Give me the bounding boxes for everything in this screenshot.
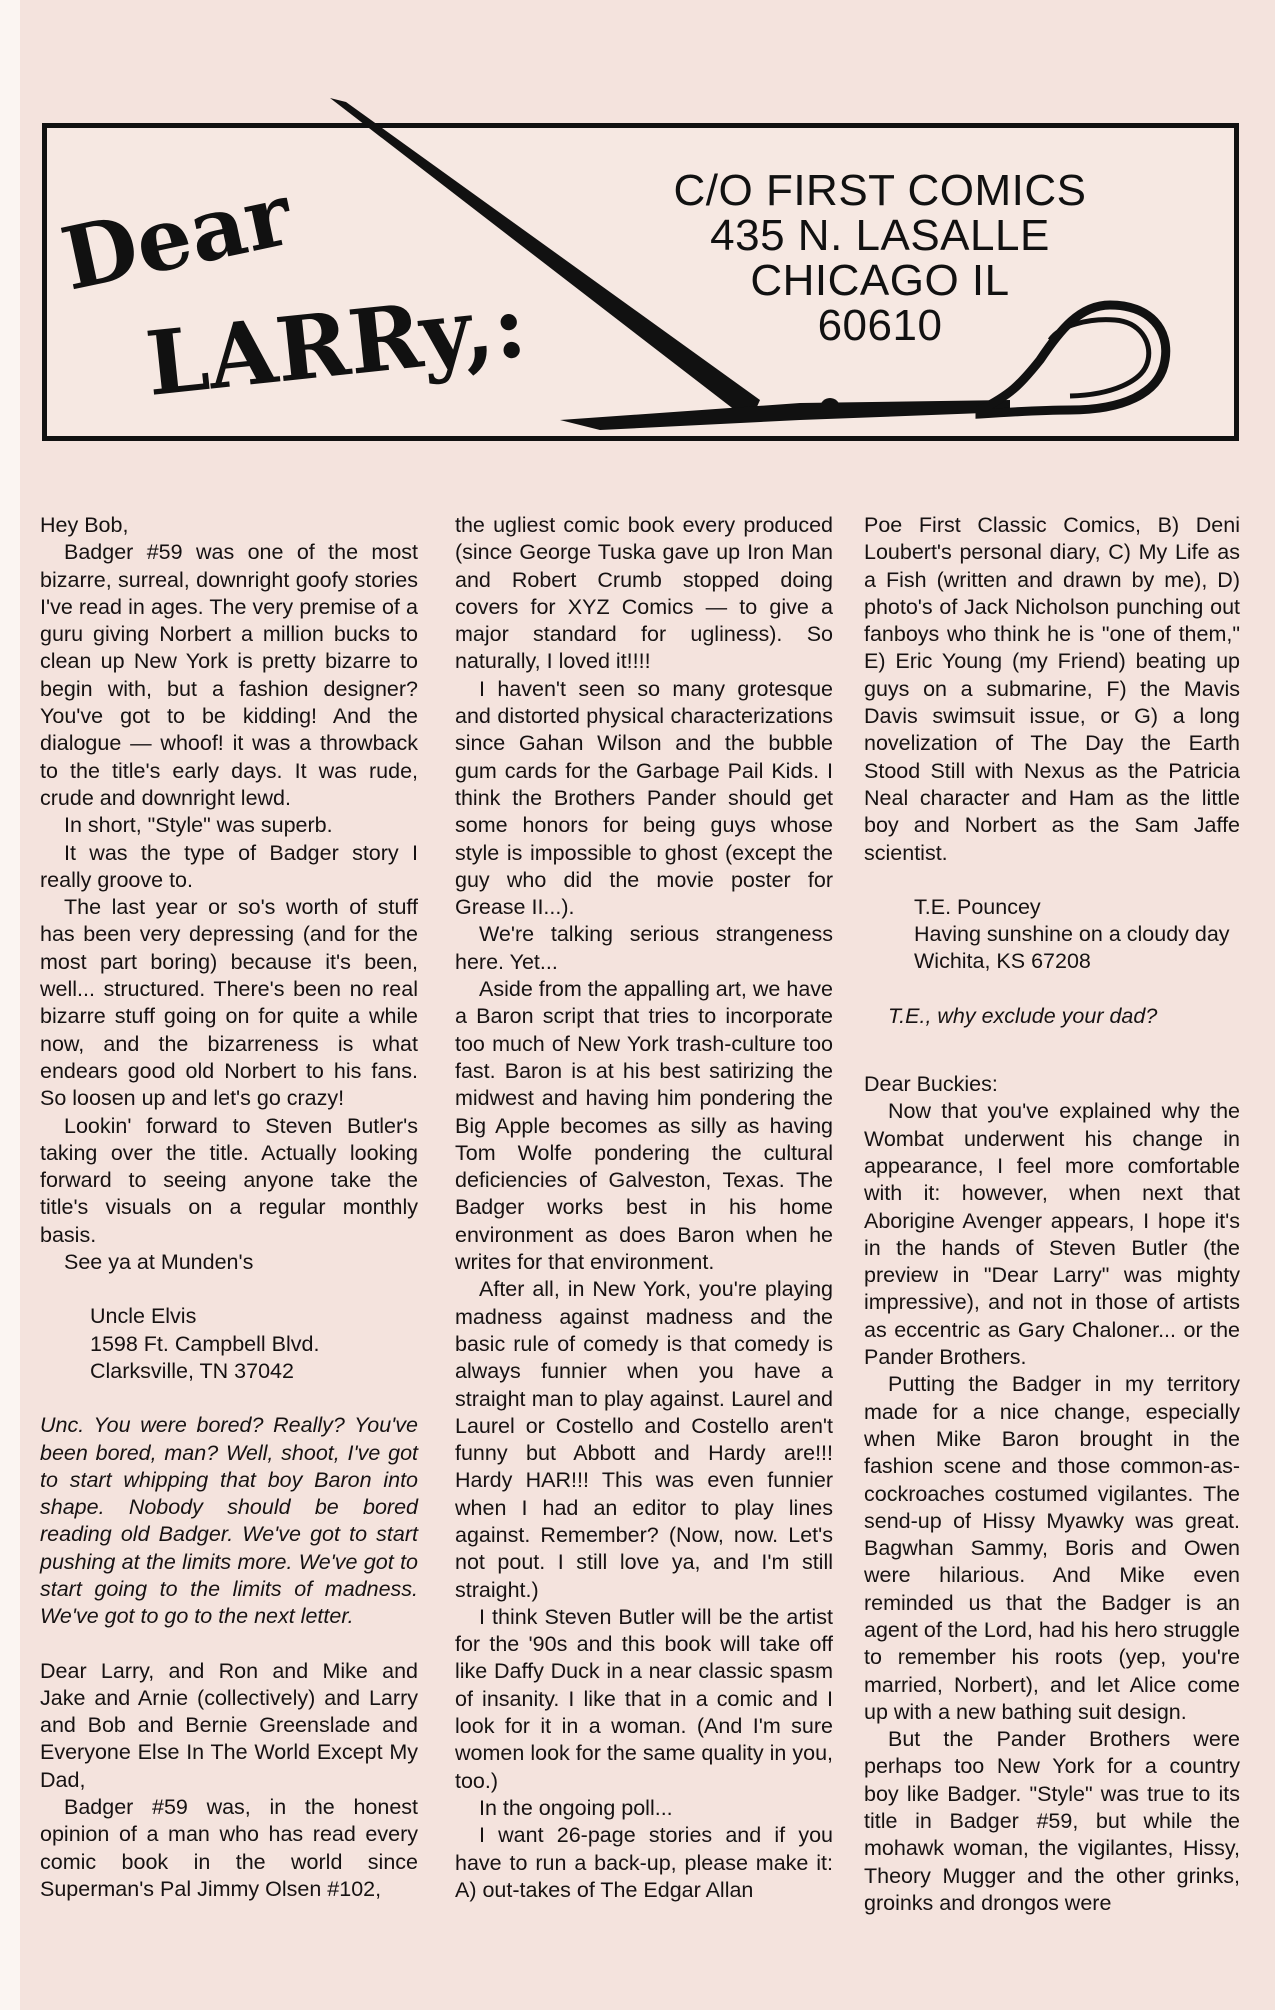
letter-paragraph: Lookin' forward to Steven Butler's taking over the title. Actually looking forward to seeing anyone take the title's visuals on a regular monthly basis.: [40, 1113, 418, 1247]
letter-paragraph: Aside from the appalling art, we have a Baron script that tries to incorporate too much of New York trash-culture too fast. Baron is at his best satirizing the midwest and having him pondering the Big Apple becomes as silly as having Tom Wolfe pondering the cultural deficiencies of Galveston, Texas. The Badger works best in his home environment as does Baron when he writes for that environment.: [455, 977, 833, 1275]
letter-paragraph: Poe First Classic Comics, B) Deni Loubert's personal diary, C) My Life as a Fish (written and drawn by me), D) photo's of Jack Nicholson punching out fanboys who think he is "one of them," E) Eric Young (my Friend) beating up guys on a submarine, F) the Mavis Davis swimsuit issue, or G) a long novelization of The Day the Earth Stood Still with Nexus as the Patricia Neal character and Ham as the little boy and Norbert as the Sam Jaffe scientist.: [864, 513, 1240, 865]
letter-paragraph: We're talking serious strangeness here. Yet...: [455, 922, 833, 974]
letter-paragraph: In the ongoing poll...: [479, 1795, 673, 1820]
editor-reply: T.E., why exclude your dad?: [888, 1003, 1158, 1028]
letter-paragraph: I haven't seen so many grotesque and distorted physical characterizations since Gahan Wilson and the bubble gum cards for the Garbage Pail Kids. I think the Brothers Pander should get some honors for being guys whose style is impossible to ghost (except the guy who did the movie poster for Grease II...).: [455, 676, 833, 920]
mailing-address: [610, 168, 1150, 348]
letter-paragraph: the ugliest comic book every produced (since George Tuska gave up Iron Man and Robert Crumb stopped doing covers for XYZ Comics — to give a major standard for ugliness). So naturally, I loved it!!!!: [455, 513, 833, 674]
letter-salutation: Dear Larry, and Ron and Mike and Jake and Arnie (collectively) and Larry and Bob and Bernie Greenslade and Everyone Else In The World Except My Dad,: [40, 1658, 418, 1792]
letter-paragraph: After all, in New York, you're playing madness against madness and the basic rule of comedy is that comedy is always funnier when you have a straight man to play against. Laurel and Laurel or Costello and Costello aren't funny but Abbott and Hardy are!!! Hardy HAR!!! This was even funnier when I had an editor to play lines against. Remember? (Now, now. Let's not pout. I still love ya, and I'm still straight.): [455, 1277, 833, 1602]
letter-paragraph: Badger #59 was, in the honest opinion of a man who has read every comic book in the world since Superman's Pal Jimmy Olsen #102,: [40, 1795, 418, 1901]
letters-column-2: [455, 512, 833, 1904]
title-dear: Dear: [53, 163, 300, 311]
signature-address: 1598 Ft. Campbell Blvd.: [90, 1331, 320, 1356]
letter-paragraph: I want 26-page stories and if you have to run a back-up, please make it: A) out-takes of The Edgar Allan: [455, 1823, 833, 1902]
letter-paragraph: It was the type of Badger story I really groove to.: [40, 840, 418, 892]
letter-salutation: Hey Bob,: [40, 513, 129, 537]
signature-name: Uncle Elvis: [90, 1304, 197, 1329]
address-line: 60610: [817, 301, 943, 350]
letter-paragraph: The last year or so's worth of stuff has been very depressing (and for the most part boring) because it's been, well... structured. There's been no real bizarre stuff going on for quite a while now, and the bizarreness is what endears good old Norbert to his fans. So loosen up and let's go crazy!: [40, 895, 418, 1111]
signature-name: T.E. Pouncey: [914, 894, 1041, 919]
signature-city: Wichita, KS 67208: [914, 949, 1091, 974]
letter-paragraph: See ya at Munden's: [64, 1250, 254, 1275]
address-line: 435 N. LASALLE: [710, 211, 1050, 260]
letter-paragraph: I think Steven Butler will be the artist for the '90s and this book will take off like Daffy Duck in a near classic spasm of insanity. I like that in a comic and I look for it in a woman. (And I'm sure women look for the same quality in you, too.): [455, 1604, 833, 1793]
letter-paragraph: Badger #59 was one of the most bizarre, surreal, downright goofy stories I've read in ages. The very premise of a guru giving Norbert a million bucks to clean up New York is pretty bizarre to begin with, but a fashion designer? You've got to be kidding! And the dialogue — whoof! it was a throwback to the title's early days. It was rude, crude and downright lewd.: [40, 540, 418, 810]
address-line: C/O FIRST COMICS: [673, 166, 1087, 215]
letters-column-1: [40, 512, 418, 1903]
scissors-pivot: [820, 398, 840, 418]
letter-paragraph: Putting the Badger in my territory made for a nice change, especially when Mike Baron brought in the fashion scene and those common-as-cockroaches costumed vigilantes. The send-up of Hissy Myawky was great. Bagwhan Sammy, Boris and Owen were hilarious. And Mike even reminded us that the Badger is an agent of the Lord, had his hero struggle to remember his roots (yep, you're married, Norbert), and let Alice come up with a new bathing suit design.: [864, 1372, 1240, 1724]
letter-paragraph: But the Pander Brothers were perhaps too New York for a country boy like Badger. "Style" was true to its title in Badger #59, but while the mohawk woman, the vigilantes, Hissy, Theory Mugger and the other grinks, groinks and drongos were: [864, 1727, 1240, 1915]
letter-paragraph: In short, "Style" was superb.: [64, 813, 333, 838]
signature-tagline: Having sunshine on a cloudy day: [914, 922, 1230, 947]
signature-city: Clarksville, TN 37042: [90, 1358, 294, 1383]
scissors-lower-blade: [560, 400, 1010, 430]
title-larry: LARRy,:: [141, 272, 531, 416]
letters-column-3: [864, 512, 1240, 1917]
editor-reply: Unc. You were bored? Really? You've been bored, man? Well, shoot, I've got to start whipping that boy Baron into shape. Nobody should be bored reading old Badger. We've got to start pushing at the limits more. We've got to start going to the limits of madness. We've got to go to the next letter.: [40, 1413, 418, 1629]
letter-paragraph: Now that you've explained why the Wombat underwent his change in appearance, I feel more comfortable with it: however, when next that Aborigine Avenger appears, I hope it's in the hands of Steven Butler (the preview in "Dear Larry" was mighty impressive), and not in those of artists as eccentric as Gary Chaloner... or the Pander Brothers.: [864, 1099, 1240, 1370]
letter-salutation: Dear Buckies:: [864, 1072, 998, 1097]
address-line: CHICAGO IL: [750, 256, 1010, 305]
